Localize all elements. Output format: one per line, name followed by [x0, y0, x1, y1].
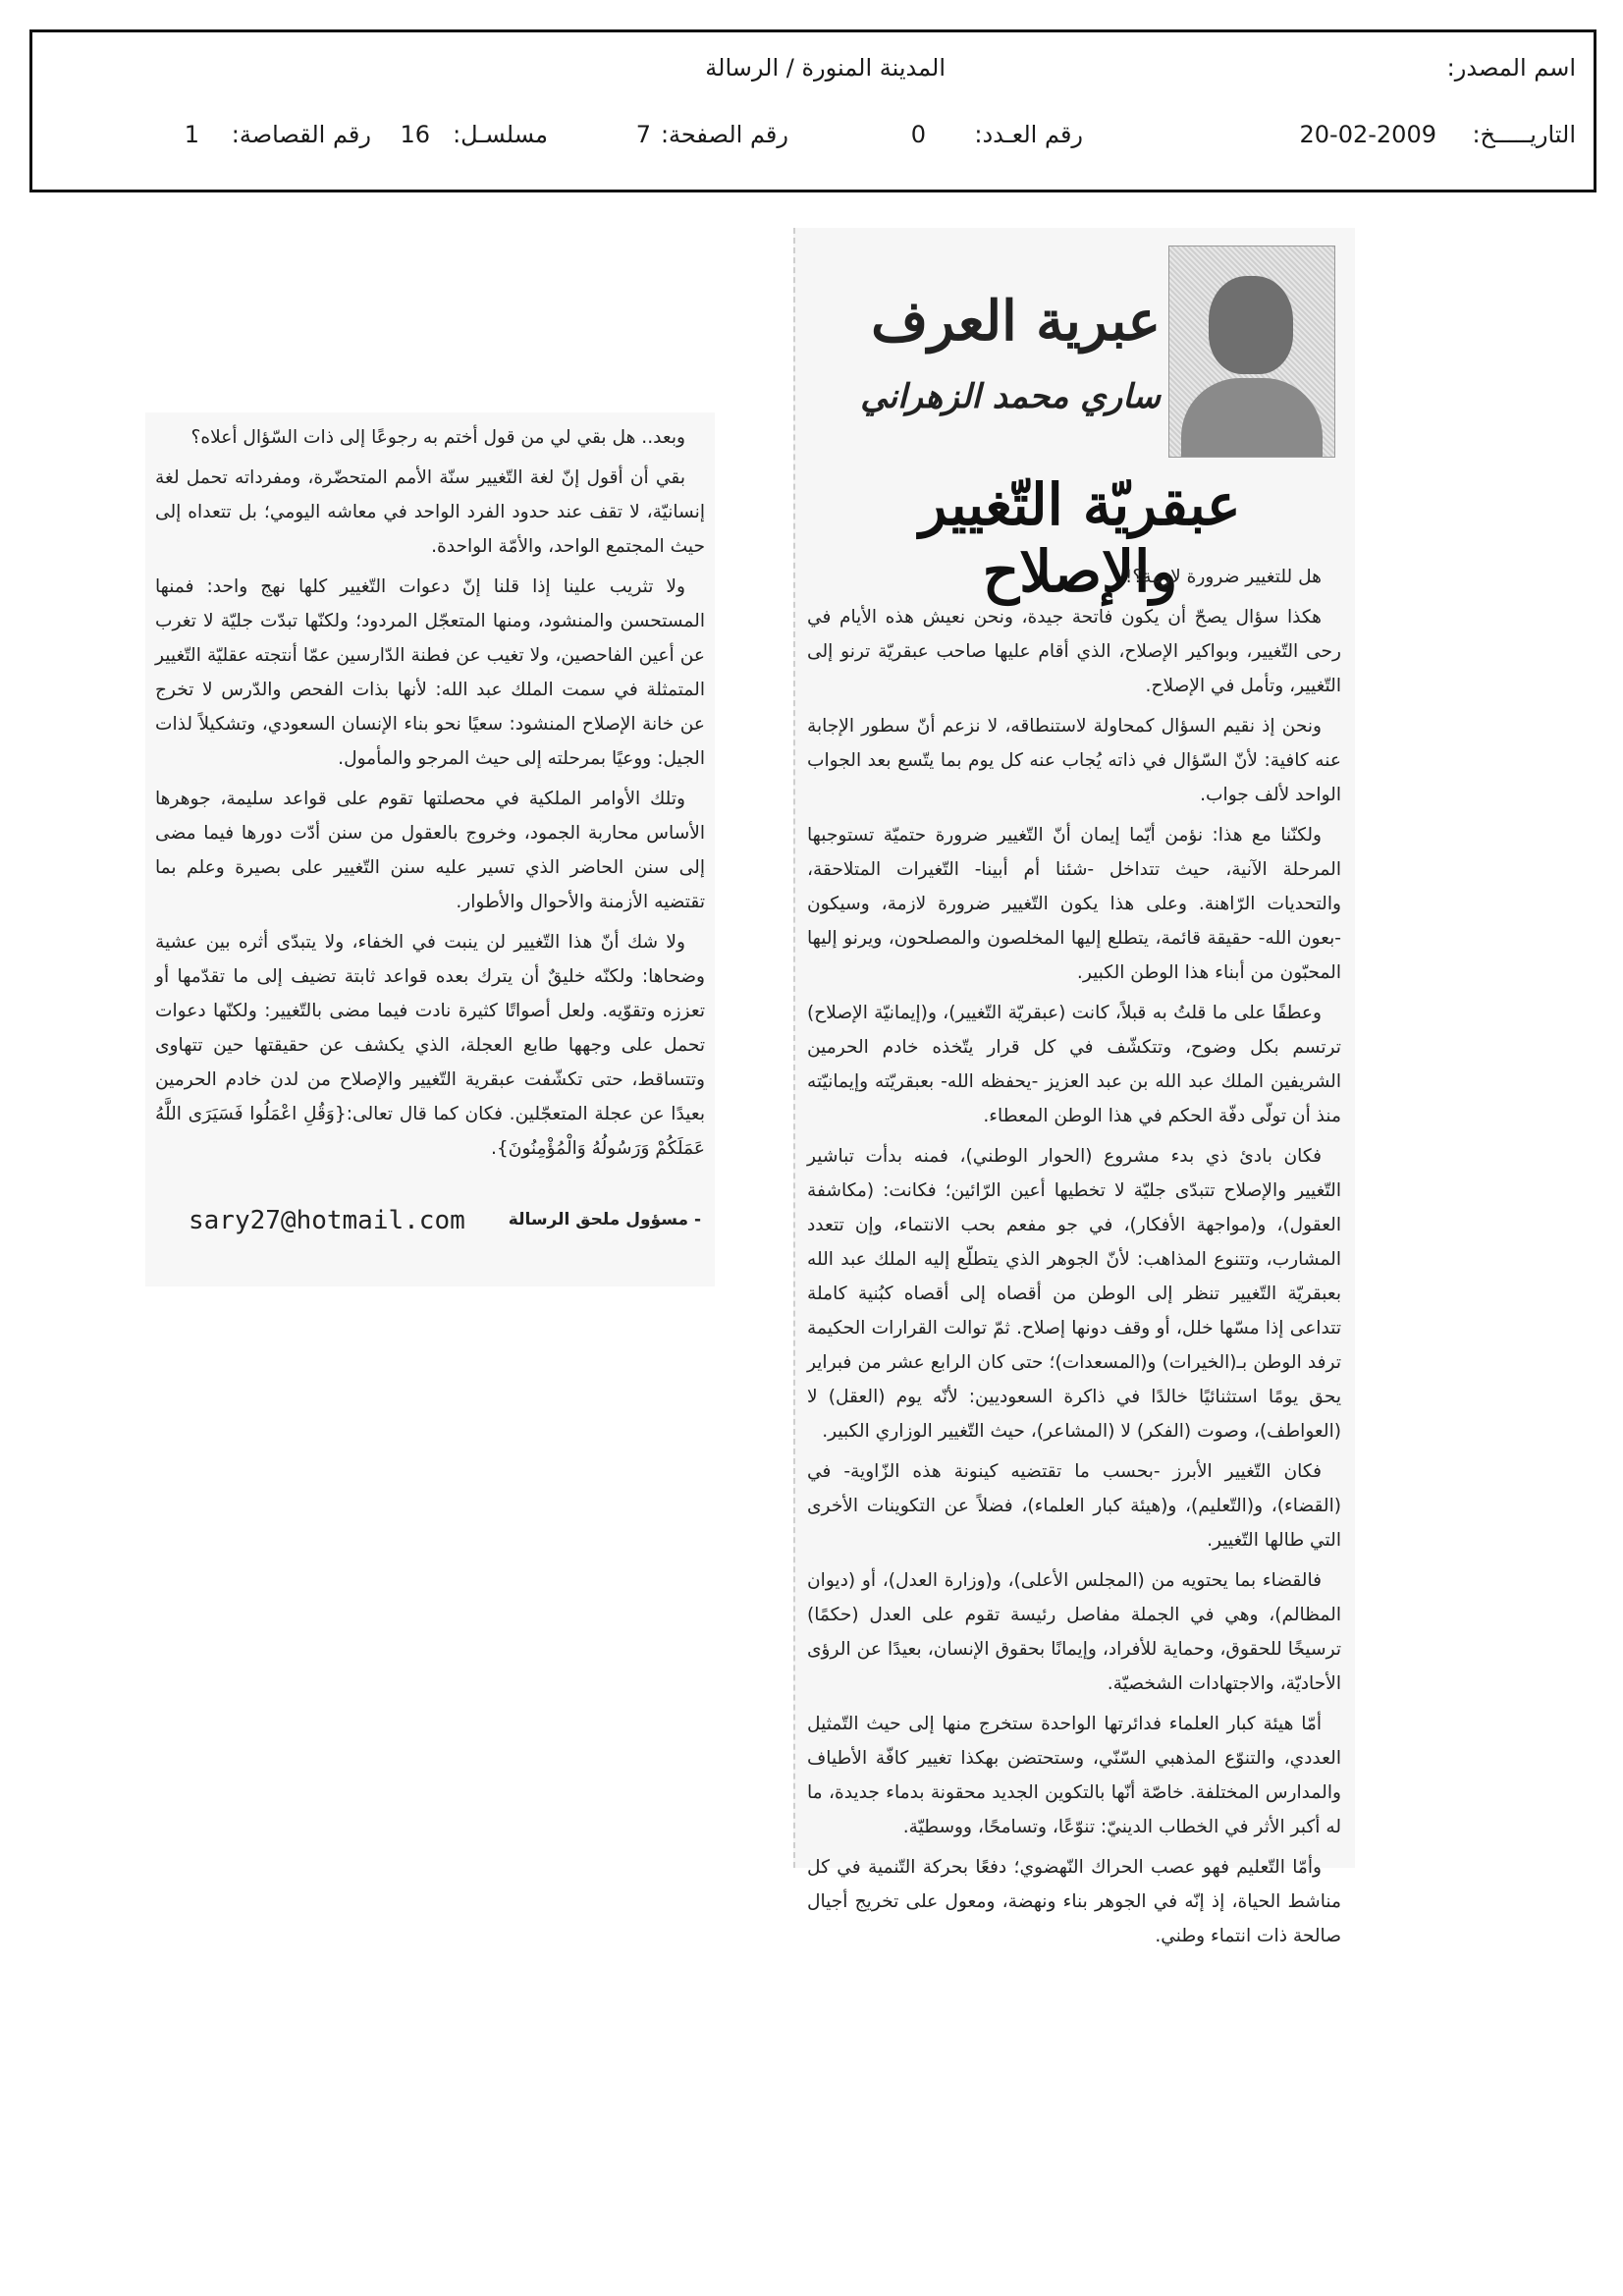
article-body-left — [155, 420, 705, 1172]
paragraph: ولا تثريب علينا إذا قلنا إنّ دعوات التّغيير كلها نهج واحد: فمنها المستحسن والمنشود، ومنها المتعجّل المردود؛ ولكنّها تبدّت جليّة لا تغرب عن أعين الفاحصين، ولا تغيب عن فطنة الدّارسين عمّا أنتجته عقليّة التّغيير المتمثلة في سمت الملك عبد الله: لأنها بذات الفحص والدّرس لا تخرج عن خانة الإصلاح المنشود: سعيًا نحو بناء الإنسان السعودي، وتشكيلاً لذات الجيل: ووعيًا بمرحلته إلى حيث المرجو والمأمول. — [155, 576, 705, 769]
paragraph: هل للتغيير ضرورة لازمة؟! — [1124, 567, 1322, 587]
paragraph: وبعد.. هل بقي لي من قول أختم به رجوعًا إلى ذات السّؤال أعلاه؟ — [190, 427, 685, 448]
author-photo-head — [1209, 276, 1293, 374]
article-headline: عبقريّة التّغيير والإصلاح — [919, 471, 1241, 605]
paragraph: ولا شك أنّ هذا التّغيير لن ينبت في الخفاء، ولا يتبدّى أثره بين عشية وضحاها: ولكنّه خليقٌ أن يترك بعده قواعد ثابتة تضيف إلى ما تقدّمها أو تعززه وتقوّيه. ولعل أصواتًا كثيرة نادت فيما مضى بالتّغيير: ولكنّها دعوات تحمل على وجهها طابع العجلة، الذي يكشف عن حقيقتها حين تتهاوى وتتساقط، حتى تكشّفت عبقرية التّغيير والإصلاح من لدن خادم الحرمين بعيدًا عن عجلة المتعجّلين. فكان كما قال تعالى:{وَقُلِ اعْمَلُوا فَسَيَرَى اللَّهُ عَمَلَكُمْ وَرَسُولُهُ وَالْمُؤْمِنُونَ}. — [155, 932, 705, 1159]
author-photo — [1168, 246, 1335, 458]
paragraph: وأمّا التّعليم فهو عصب الحراك النّهضوي؛ دفعًا بحركة التّنمية في كل مناشط الحياة، إذ إنّه في الجوهر بناء ونهضة، ومعول على تخريج أجيال صالحة ذات انتماء وطني. — [807, 1857, 1341, 1946]
paragraph: فكان بادئ ذي بدء مشروع (الحوار الوطني)، فمنه بدأت تباشير التّغيير والإصلاح تتبدّى جليّة لا تخطيها أعين الرّائين؛ فكانت: (مكاشفة العقول)، و(مواجهة الأفكار)، في جو مفعم بحب الانتماء، وإن تتعدد المشارب، وتتنوع المذاهب: لأنّ الجوهر الذي يتطلّع إليه الملك عبد الله بعبقريّة التّغيير تنظر إلى الوطن من أقصاه إلى أقصاه كبُنية كاملة تتداعى إذا مسّها خلل، أو وقف دونها إصلاح. ثمّ توالت القرارات الحكيمة ترفد الوطن بـ(الخيرات) و(المسعدات)؛ حتى كان الرابع عشر من فبراير يحق يومًا استثنائيًا خالدًا في ذاكرة السعوديين: لأنّه يوم (العقل) لا (العواطف)، وصوت (الفكر) لا (المشاعر)، حيث التّغيير الوزاري الكبير. — [807, 1146, 1341, 1442]
serial-value: 16 — [400, 121, 430, 148]
article-signoff — [157, 1206, 701, 1245]
paragraph: فالقضاء بما يحتويه من (المجلس الأعلى)، و(وزارة العدل)، أو (ديوان المظالم)، وهي في الجملة مفاصل رئيسة تقوم على العدل (حكمًا) ترسيخًا للحقوق، وحماية للأفراد، وإيمانًا بحقوق الإنسان، بعيدًا عن الرؤى الأحاديّة، والاجتهادات الشخصيّة. — [807, 1570, 1341, 1694]
author-role: - مسؤول ملحق الرسالة — [508, 1210, 701, 1230]
column-name: عبرية العرف — [871, 289, 1161, 354]
paragraph: وتلك الأوامر الملكية في محصلتها تقوم على قواعد سليمة، جوهرها الأساس محاربة الجمود، وخروج بالعقول من سنن أدّت دورها فيما مضى إلى سنن الحاضر الذي تسير عليه سنن التّغيير على بصيرة وعلم بما تقتضيه الأزمنة والأحوال والأطوار. — [155, 789, 705, 912]
paragraph: ونحن إذ نقيم السؤال كمحاولة لاستنطاقه، لا نزعم أنّ سطور الإجابة عنه كافية: لأنّ السّؤال في ذاته يُجاب عنه كل يوم بما يتّسع بعد الجواب الواحد لألف جواب. — [807, 716, 1341, 805]
author-email: sary27@hotmail.com — [189, 1206, 465, 1235]
author-name: ساري محمد الزهراني — [860, 377, 1161, 416]
paragraph: ولكنّنا مع هذا: نؤمن أيّما إيمان أنّ التّغيير ضرورة حتميّة تستوجبها المرحلة الآنية، حيث تتداخل -شئنا أم أبينا- التّغيرات المتلاحقة، والتحديات الرّاهنة. وعلى هذا يكون التّغيير ضرورة لازمة، وسيكون -بعون الله- حقيقة قائمة، يتطلع إليها المخلصون والمصلحون، ويرنو إليها المحبّون من أبناء هذا الوطن الكبير. — [807, 825, 1341, 983]
column-banner — [803, 240, 1347, 465]
page-label: رقم الصفحة: — [660, 121, 788, 148]
paragraph: هكذا سؤال يصحّ أن يكون فاتحة جيدة، ونحن نعيش هذه الأيام في رحى التّغيير، وبواكير الإصلاح، الذي أقام عليها صاحب عبقريّة ترنو إلى التّغيير، وتأمل في الإصلاح. — [807, 607, 1341, 696]
date-label: التاريـــــخ: — [1472, 121, 1576, 148]
source-value: المدينة المنورة / الرسالة — [705, 54, 946, 82]
issue-label: رقم العـدد: — [974, 121, 1083, 148]
clip-label: رقم القصاصة: — [231, 121, 371, 148]
serial-label: مسلسـل: — [453, 121, 548, 148]
paragraph: بقي أن أقول إنّ لغة التّغيير سنّة الأمم المتحضّرة، ومفرداته تحمل لغة إنسانيّة، لا تقف عند حدود الفرد الواحد في معاشه اليومي؛ بل تتعداه إلى حيث المجتمع الواحد، والأمّة الواحدة. — [155, 467, 705, 557]
clip-value: 1 — [184, 121, 199, 148]
paragraph: أمّا هيئة كبار العلماء فدائرتها الواحدة ستخرج منها إلى حيث التّمثيل العددي، والتنوّع المذهبي السّنّي، وستحتضن بهكذا تغيير كافّة الأطياف والمدارس المختلفة. خاصّة أنّها بالتكوين الجديد محقونة بدماء جديدة، ما له أكبر الأثر في الخطاب الدينيّ: تنوّعًا، وتسامحًا، ووسطيّة. — [807, 1714, 1341, 1837]
paragraph: وعطفًا على ما قلتُ به قبلاً، كانت (عبقريّة التّغيير)، و(إيمانيّة الإصلاح) ترتسم بكل وضوح، وتتكشّف في كل قرار يتّخذه خادم الحرمين الشريفين الملك عبد الله بن عبد العزيز -يحفظه الله- بعبقريّته وإيمانيّته منذ أن تولّى دفّة الحكم في هذا الوطن المعطاء. — [807, 1003, 1341, 1126]
header-line-1 — [32, 54, 1594, 93]
page-value: 7 — [635, 121, 651, 148]
clipping-header — [29, 29, 1596, 192]
source-label: اسم المصدر: — [1446, 54, 1576, 82]
article-right-column — [793, 228, 1355, 1946]
date-value: 20-02-2009 — [1299, 121, 1436, 148]
author-photo-body — [1181, 378, 1323, 457]
article-body-right — [807, 560, 1341, 1959]
paragraph: فكان التّغيير الأبرز -بحسب ما تقتضيه كينونة هذه الزّاوية- في (القضاء)، و(التّعليم)، و(هيئة كبار العلماء)، فضلاً عن التكوينات الأخرى التي طالها التّغيير. — [807, 1461, 1341, 1551]
header-line-2 — [32, 121, 1594, 160]
issue-value: 0 — [910, 121, 926, 148]
article-left-column — [145, 412, 715, 1286]
